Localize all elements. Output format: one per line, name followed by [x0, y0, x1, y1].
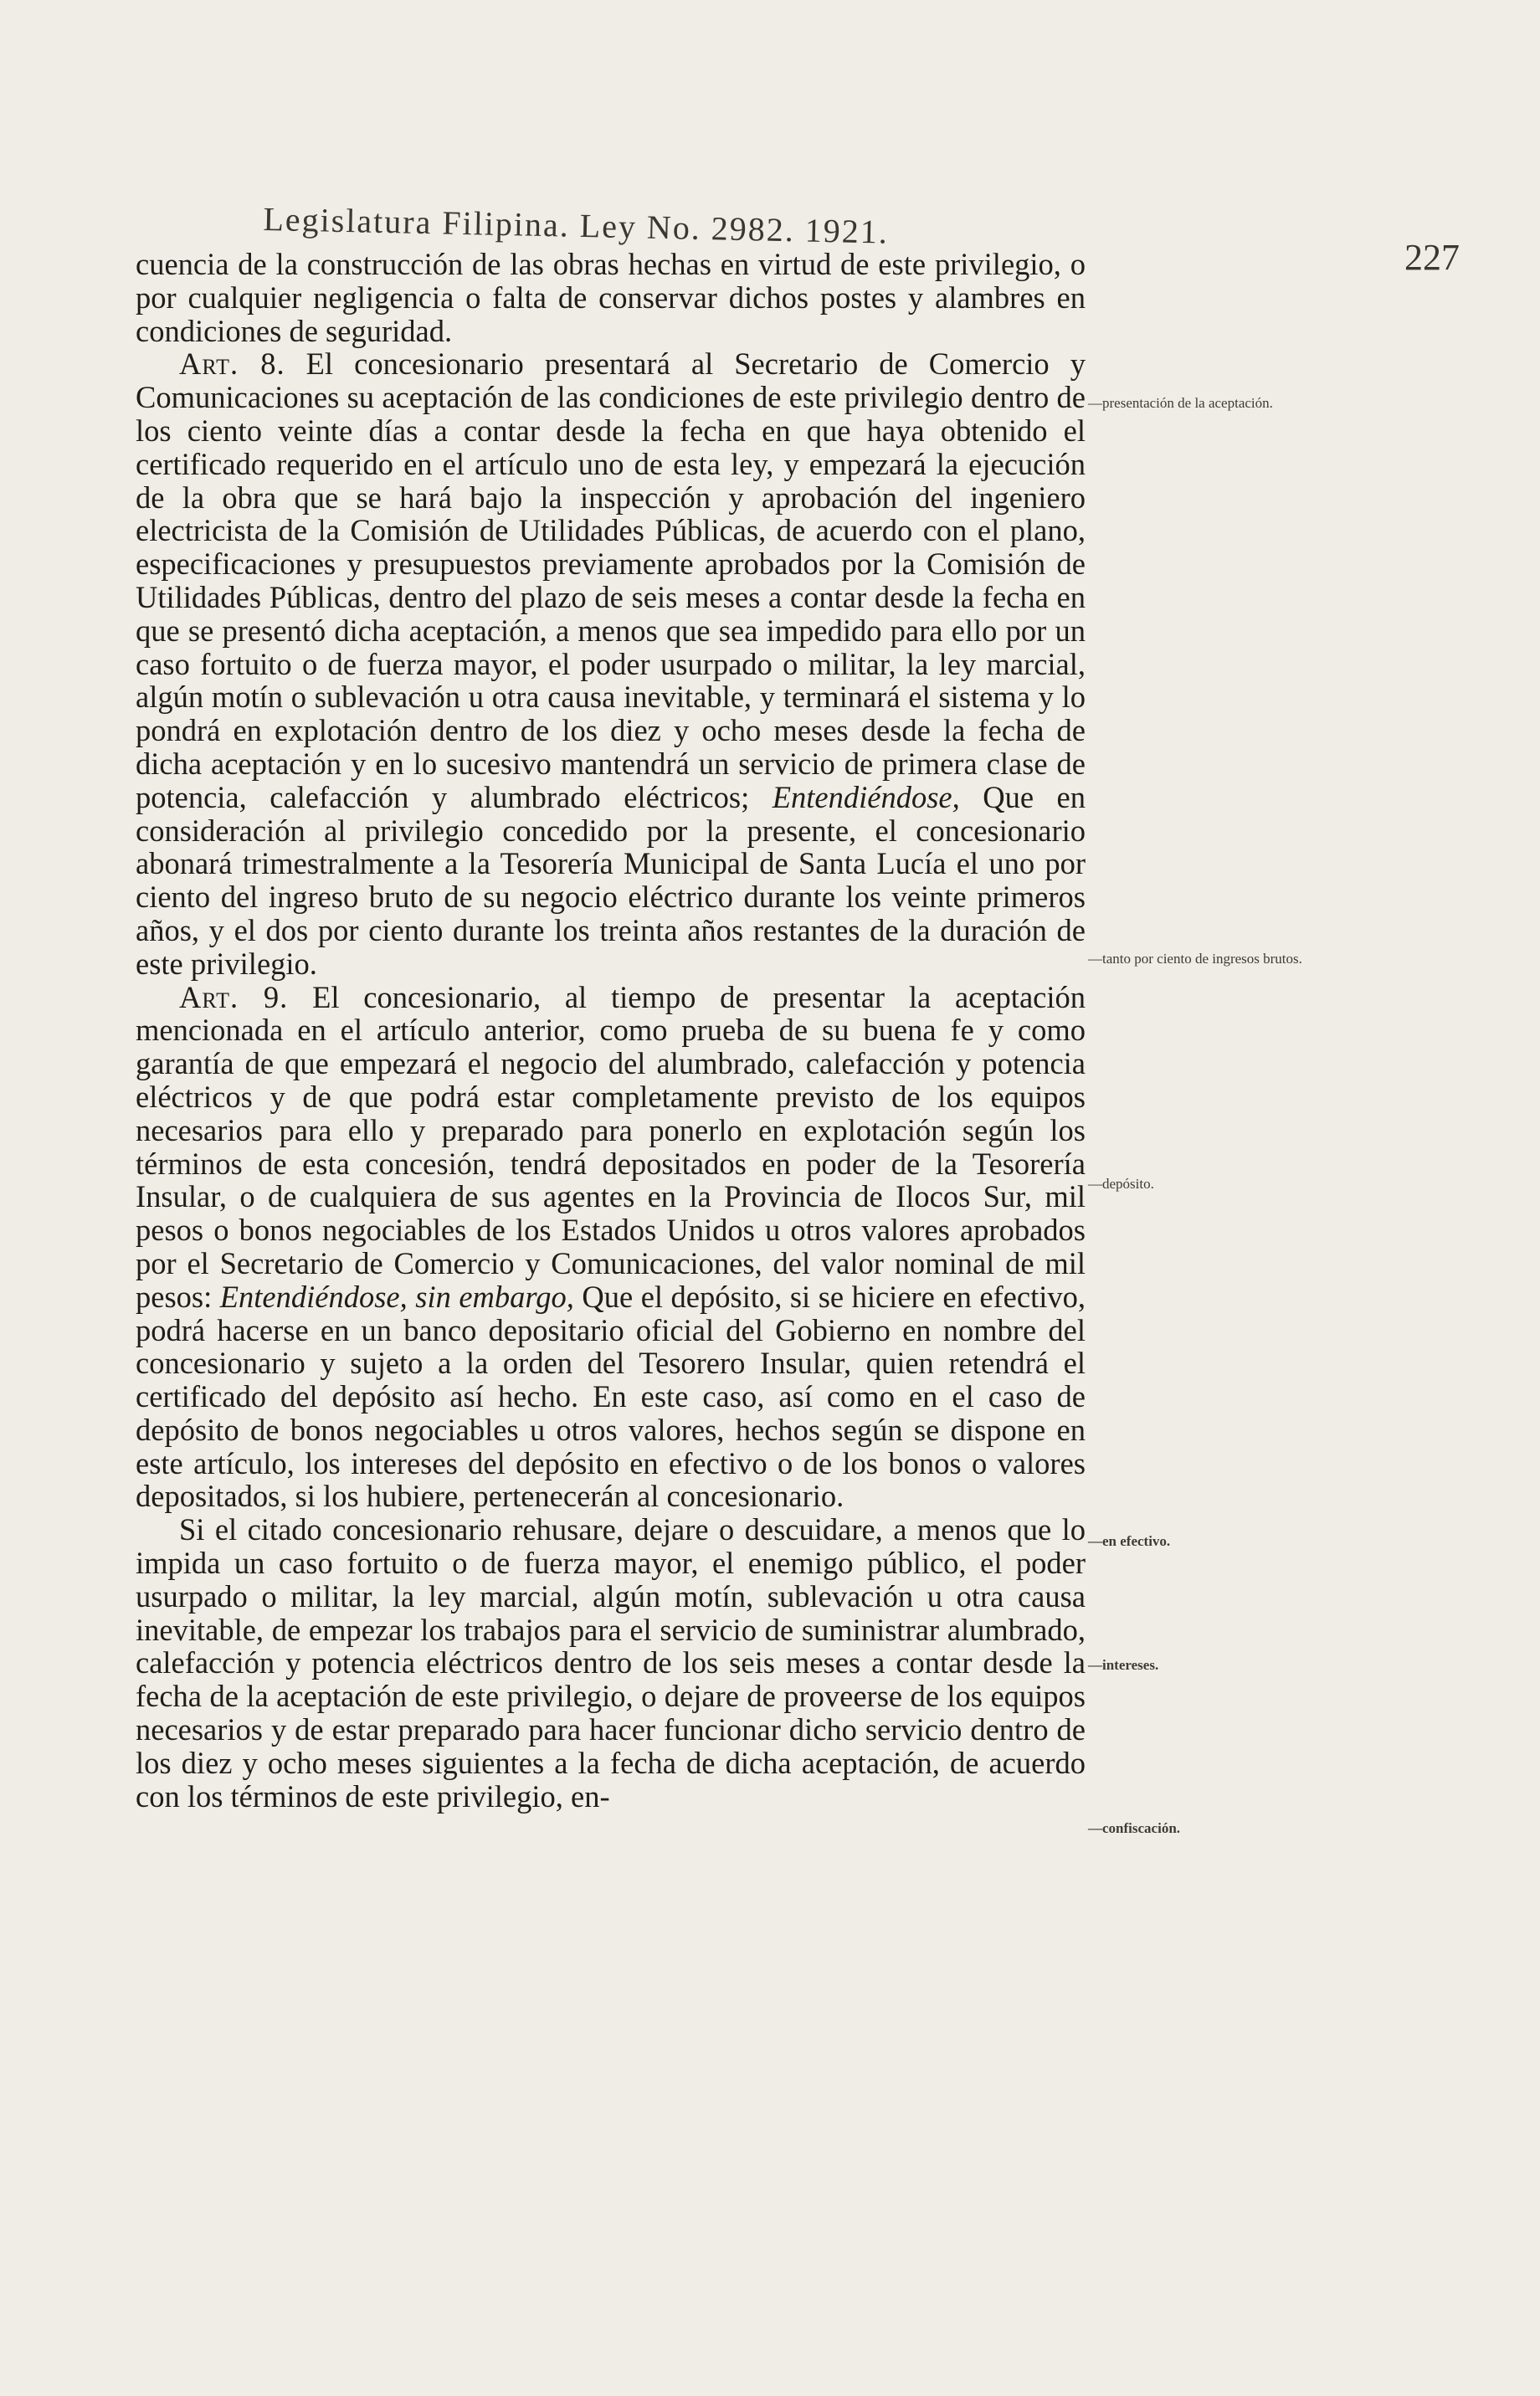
article-9-text-1: El concesionario, al tiempo de presentar la aceptación mencionada en el artículo anterior, como prueba de su buena fe y como garantía de que empezará el negocio del alumbrado, calefacción y potencia eléctricos y de que podrá estar completamente previsto de los equipos necesarios para ello y preparado para ponerlo en explotación según los términos de esta concesión, tendrá depositados en poder de la Tesorería Insular, o de cualquiera de sus agentes en la Provincia de Ilocos Sur, mil pesos o bonos negociables de los Estados Unidos u otros valores aprobados por el Secretario de Comercio y Comunicaciones, del valor nominal de mil pesos: — [136, 979, 1086, 1314]
article-9-italic: Entendiéndose, sin embargo, — [219, 1279, 574, 1314]
marginal-note-confiscacion: —confiscación. — [1088, 1820, 1181, 1836]
marginal-note-tanto-por-ciento: —tanto por ciento de ingresos brutos. — [1088, 951, 1302, 967]
article-9-text-2: Que el depósito, si se hiciere en efectivo, podrá hacerse en un banco depositario oficial del Gobierno en nombre del concesionario y sujeto a la orden del Tesorero Insular, quien retendrá el certificado del depósito así hecho. En este caso, así como en el caso de depósito de bonos negociables u otros valores, hechos según se dispone en este artículo, los intereses del depósito en efectivo o de los bonos o valores depositados, si los hubiere, pertenecerán al concesionario. — [136, 1279, 1086, 1514]
article-8 — [136, 347, 1086, 980]
article-8-text-1: El concesionario presentará al Secretario de Comercio y Comunicaciones su aceptación de las condiciones de este privilegio dentro de los ciento veinte días a contar desde la fecha en que haya obtenido el certificado requerido en el artículo uno de esta ley, y empezará la ejecución de la obra que se hará bajo la inspección y aprobación del ingeniero electricista de la Comisión de Utilidades Públicas, de acuerdo con el plano, especificaciones y presupuestos previamente aprobados por la Comisión de Utilidades Públicas, dentro del plazo de seis meses a contar desde la fecha en que se presentó dicha aceptación, a menos que sea impedido para ello por un caso fortuito o de fuerza mayor, el poder usurpado o militar, la ley marcial, algún motín o sublevación u otra causa inevitable, y terminará el sistema y lo pondrá en explotación dentro de los diez y ocho meses desde la fecha de dicha aceptación y en lo sucesivo mantendrá un servicio de primera clase de potencia, calefacción y alumbrado eléctricos; — [136, 346, 1086, 814]
paragraph-continuation: cuencia de la construcción de las obras hechas en virtud de este privilegio, o por cualquier negligencia o falta de conservar dichos postes y alambres en condiciones de seguridad. — [136, 247, 1086, 348]
running-head: Legislatura Filipina. Ley No. 2982. 1921. — [263, 199, 890, 251]
marginal-note-presentacion: —presentación de la aceptación. — [1088, 395, 1273, 411]
body-text — [136, 248, 1086, 1813]
article-9 — [136, 981, 1086, 1514]
marginal-note-efectivo: —en efectivo. — [1088, 1533, 1171, 1549]
paragraph-confiscation: Si el citado concesionario rehusare, dejare o descuidare, a menos que lo impida un caso fortuito o de fuerza mayor, el enemigo público, el poder usurpado o militar, la ley marcial, algún motín, sublevación u otra causa inevitable, de empezar los trabajos para el servicio de suministrar alumbrado, calefacción y potencia eléctricos dentro de los seis meses a contar desde la fecha de la aceptación de este privilegio, o dejare de proveerse de los equipos necesarios y de estar preparado para hacer funcionar dicho servicio dentro de los diez y ocho meses siguientes a la fecha de dicha aceptación, de acuerdo con los términos de este privilegio, en- — [136, 1512, 1086, 1814]
article-8-italic: Entendiéndose, — [772, 779, 960, 814]
article-9-label: Art. 9. — [179, 979, 289, 1014]
article-8-text-2: Que en consideración al privilegio concedido por la presente, el concesionario abonará trimestralmente a la Tesorería Municipal de Santa Lucía el uno por ciento del ingreso bruto de su negocio eléctrico durante los veinte primeros años, y el dos por ciento durante los treinta años restantes de la duración de este privilegio. — [136, 779, 1086, 981]
page-number: 227 — [1404, 237, 1460, 278]
article-8-label: Art. 8. — [179, 346, 285, 382]
marginal-note-intereses: —intereses. — [1088, 1657, 1159, 1673]
marginal-note-deposito: —depósito. — [1088, 1176, 1154, 1192]
